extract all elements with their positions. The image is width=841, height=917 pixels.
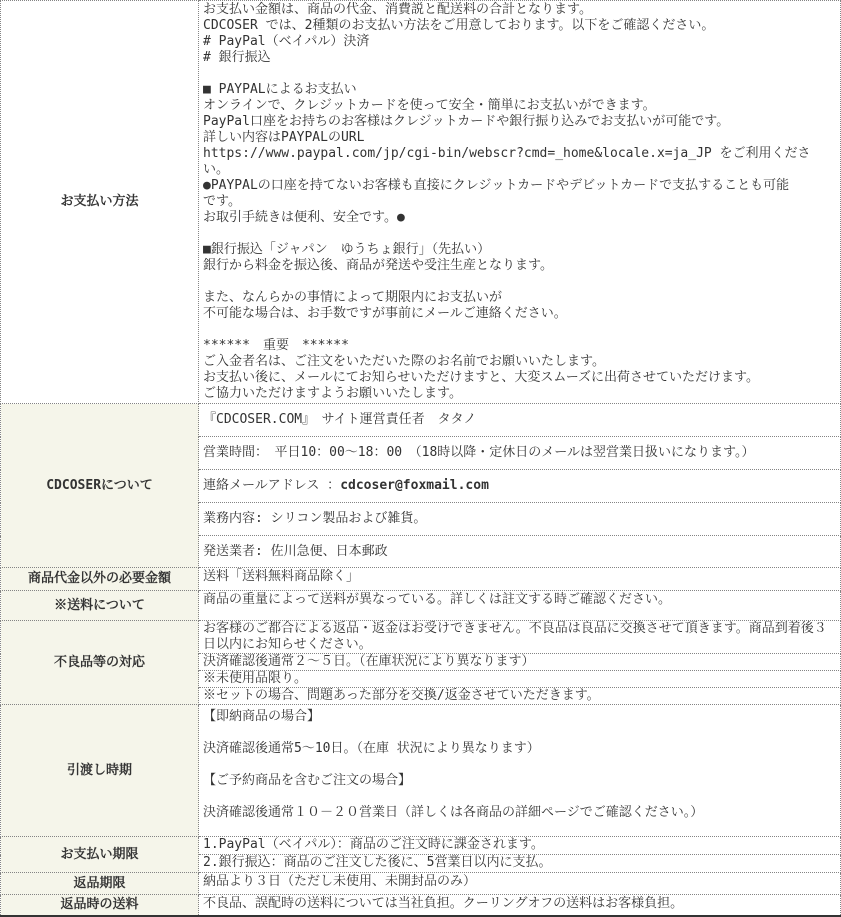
payment-method-content: [199, 1, 841, 404]
defective-item-set-note: ※セットの場合、問題あった部分を交換/返金させていただきます。: [199, 688, 841, 705]
text-line: PayPal口座をお持ちのお客様はクレジットカードや銀行振り込みでお支払いが可能です。: [203, 114, 730, 129]
text-line: [203, 226, 836, 242]
cdcoser-shipper-line: 発送業者: 佐川急便、日本郵政: [199, 536, 841, 568]
text-line: 銀行から料金を振込後、商品が発送や受注生産となります。: [203, 258, 553, 273]
contact-email-prefix: 連絡メールアドレス ：: [203, 478, 341, 493]
text-line: [203, 789, 836, 805]
text-line: ■銀行振込「ジャパン ゆうちょ銀行」（先払い）: [203, 242, 491, 257]
text-line: # 銀行振込: [203, 50, 271, 65]
text-line: ご入金者名は、ご注文をいただいた際のお名前でお願いいたします。: [203, 354, 605, 369]
text-line: お支払い金額は、商品の代金、消費説と配送料の合計となります。: [203, 2, 592, 17]
text-line: 不可能な場合は、お手数ですが事前にメールご連絡ください。: [203, 306, 567, 321]
delivery-time-label: 引渡し時期: [1, 705, 199, 837]
text-line: [203, 66, 836, 82]
defective-item-policy: お客様のご都合による返品・返金はお受けできません。不良品は良品に交換させて頂きます。商品到着後３日以内にお知らせください。: [199, 621, 841, 654]
shipping-note-label: ※送料について: [1, 591, 199, 621]
text-line: です。: [203, 194, 241, 209]
contact-email-address: cdcoser@foxmail.com: [340, 478, 489, 493]
payment-deadline-label: お支払い期限: [1, 837, 199, 873]
text-line: CDCOSER では、2種類のお支払い方法をご用意しております。以下をご確認ください。: [203, 18, 715, 33]
shipping-note-content: 商品の重量によって送料が異なっている。詳しくは註文する時ご確認ください。: [199, 591, 841, 621]
text-line: [203, 274, 836, 290]
text-line: 【ご予約商品を含むご注文の場合】: [203, 773, 412, 788]
extra-fees-content: 送料「送料無料商品除く」: [199, 568, 841, 591]
payment-method-label: お支払い方法: [1, 1, 199, 404]
defective-item-unused-only: ※未使用品限り。: [199, 671, 841, 688]
defective-items-label: 不良品等の対応: [1, 621, 199, 705]
delivery-time-content: [199, 705, 841, 837]
cdcoser-business-line: 業務内容: シリコン製品および雑貨。: [199, 503, 841, 536]
text-line: 詳しい内容はPAYPALのURL: [203, 130, 365, 145]
cdcoser-hours-line: 営業時間： 平日10：00～18：00 （18時以降・定休日のメールは翌営業日扱いになります。）: [199, 437, 841, 470]
row-shipping-note: [1, 591, 841, 621]
cdcoser-site-line: 『CDCOSER.COM』 サイト運営責任者 タタノ: [199, 404, 841, 437]
row-payment-deadline: [1, 837, 841, 855]
extra-fees-label: 商品代金以外の必要金額: [1, 568, 199, 591]
text-line: ご協力いただけますようお願いいたします。: [203, 386, 462, 401]
text-line: ■ PAYPALによるお支払い: [203, 82, 357, 97]
row-extra-fees: [1, 568, 841, 591]
cdcoser-contact-line: [199, 470, 841, 503]
text-line: 【即納商品の場合】: [203, 709, 321, 724]
payment-deadline-paypal: 1.PayPal（ベイパル）：商品のご注文時に課金されます。: [199, 837, 841, 855]
text-line: [203, 725, 836, 741]
return-deadline-content: 納品より３日（ただし未使用、未開封品のみ）: [199, 873, 841, 895]
text-line: ****** 重要 ******: [203, 338, 349, 353]
return-deadline-label: 返品期限: [1, 873, 199, 895]
text-line: オンラインで、クレジットカードを使って安全・簡単にお支払いができます。: [203, 98, 656, 113]
return-shipping-label: 返品時の送料: [1, 895, 199, 917]
row-payment-method: [1, 1, 841, 404]
row-about-cdcoser: [1, 404, 841, 437]
row-return-deadline: [1, 873, 841, 895]
payment-deadline-bank: 2.銀行振込：商品のご注文した後に、5営業日以内に支払。: [199, 855, 841, 873]
text-line: https://www.paypal.com/jp/cgi-bin/webscr?cmd=_home&locale.x=ja_JP をご利用ください。: [203, 146, 811, 177]
defective-item-timing: 決済確認後通常２～５日。（在庫状況により異なります）: [199, 654, 841, 671]
text-line: [203, 757, 836, 773]
return-shipping-content: 不良品、誤配時の送料については当社負担。クーリングオフの送料はお客様負担。: [199, 895, 841, 917]
text-line: 決済確認後通常5～10日。（在庫 状況により異なります）: [203, 741, 540, 756]
row-delivery-time: [1, 705, 841, 837]
text-line: # PayPal（ベイパル）決済: [203, 34, 370, 49]
text-line: [203, 322, 836, 338]
text-line: お支払い後に、メールにてお知らせいただけますと、大変スムーズに出荷させていただけます。: [203, 370, 760, 385]
text-line: また、なんらかの事情によって期限内にお支払いが: [203, 290, 503, 305]
text-line: 決済確認後通常１０－２０営業日（詳しくは各商品の詳細ページでご確認ください。）: [203, 805, 704, 820]
text-line: お取引手続きは便利、安全です。●: [203, 210, 405, 225]
about-cdcoser-label: CDCOSERについて: [1, 404, 199, 568]
row-defective-items: [1, 621, 841, 654]
row-return-shipping: [1, 895, 841, 917]
text-line: ●PAYPALの口座を持てないお客様も直接にクレジットカードやデビットカードで支払することも可能: [203, 178, 790, 193]
